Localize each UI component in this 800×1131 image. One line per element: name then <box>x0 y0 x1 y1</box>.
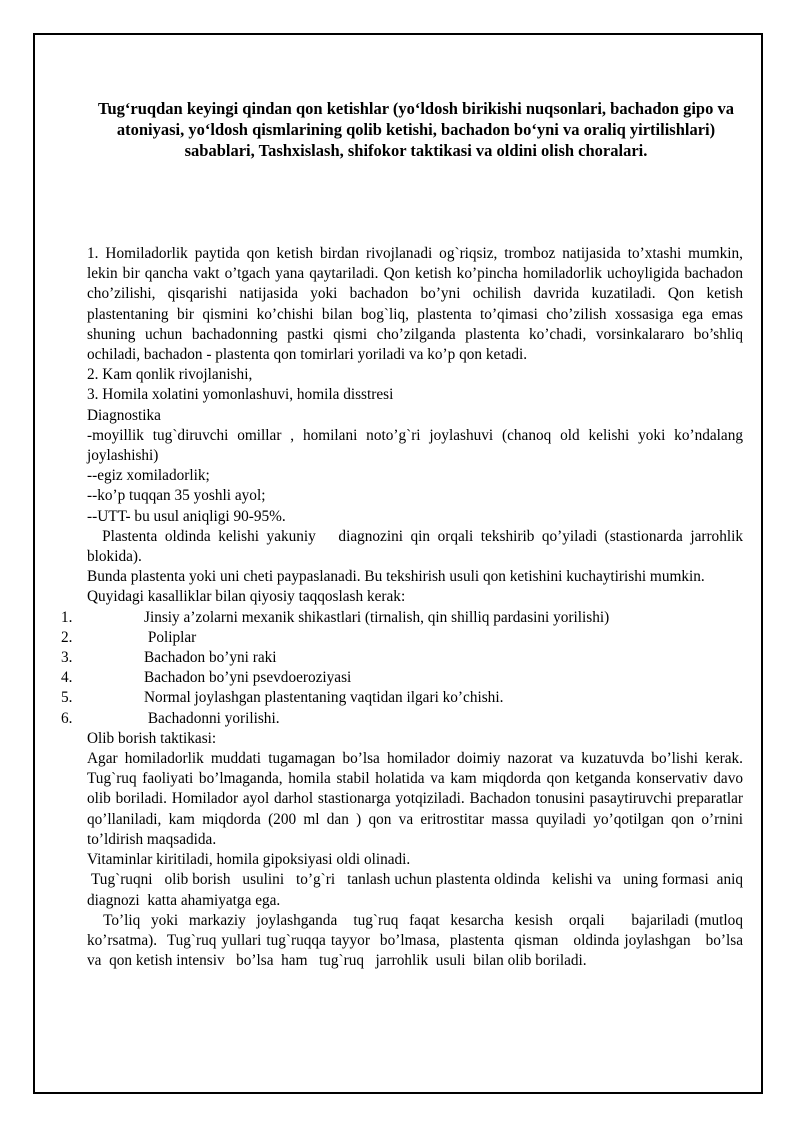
list-item-number: 4. <box>61 669 73 687</box>
list-item <box>61 648 743 668</box>
list-item-text: Jinsiy a’zolarni mexanik shikastlari (tirnalish, qin shilliq pardasini yorilishi) <box>144 608 610 626</box>
list-item-text: Bachadon bo’yni raki <box>144 649 277 667</box>
document-body <box>61 244 755 971</box>
symptom-item-2: 2. Kam qonlik rivojlanishi, <box>87 366 253 384</box>
symptom-item-3: 3. Homila xolatini yomonlashuvi, homila disstresi <box>87 386 394 404</box>
list-item-number: 3. <box>61 649 73 667</box>
list-item <box>61 709 743 729</box>
tactics-paragraph-1: Agar homiladorlik muddati tugamagan bo’lsa homilador doimiy nazorat va kuzatuvda bo’lishi kerak. Tug`ruq faoliyati bo’lmaganda, homila stabil holatida va kam miqdorda qon ketganda konservativ davo olib boriladi. Homilador ayol darhol stastionarga yotqiziladi. Bachadon tonusini pasaytiruvchi preparatlar qo’llaniladi, kam miqdorda (200 ml dan ) qon va eritrostitar massa quyiladi yo’qotilgan qon o’rnini to’ldirish maqsadida. <box>87 750 743 848</box>
list-item <box>61 628 743 648</box>
list-item-text: Bachadon bo’yni psevdoeroziyasi <box>144 669 352 687</box>
tactics-paragraph-2: Vitaminlar kiritiladi, homila gipoksiyasi oldi olinadi. <box>87 851 411 869</box>
palpation-text: Bunda plastenta yoki uni cheti paypaslanadi. Bu tekshirish usuli qon ketishini kuchaytirishi mumkin. <box>87 568 705 586</box>
utt-text: --UTT- bu usul aniqligi 90-95%. <box>87 507 286 525</box>
age-text: --ko’p tuqqan 35 yoshli ayol; <box>87 487 266 505</box>
diagnostika-heading: Diagnostika <box>87 406 161 424</box>
list-item-text: Bachadonni yorilishi. <box>144 709 280 727</box>
list-item-number: 1. <box>61 608 73 626</box>
tactics-heading: Olib borish taktikasi: <box>87 729 217 747</box>
list-item-number: 2. <box>61 628 73 646</box>
risk-factors-text: -moyillik tug`diruvchi omillar , homilani noto’g`ri joylashuvi (chanoq old kelishi yoki ko’ndalang joylashishi) <box>87 426 743 465</box>
twins-text: --egiz xomiladorlik; <box>87 467 210 485</box>
list-item-text: Poliplar <box>144 628 197 646</box>
tactics-paragraph-3: Tug`ruqni olib borish usulini to’g`ri tanlash uchun plastenta oldinda kelishi va uning formasi aniq diagnozi katta ahamiyatga ega. <box>87 871 751 909</box>
list-item-number: 5. <box>61 689 73 707</box>
list-item <box>61 608 743 628</box>
differential-list <box>61 608 743 729</box>
list-item-text: Normal joylashgan plastentaning vaqtidan ilgari ko’chishi. <box>144 689 504 707</box>
list-item-number: 6. <box>61 709 73 727</box>
paragraph-bleeding-description: 1. Homiladorlik paytida qon ketish birdan rivojlanadi og`riqsiz, tromboz natijasida to’xtashi mumkin, lekin bir qancha vakt o’tgach yana qaytariladi. Qon ketish ko’pincha homiladorlik uchoyligida bachadon cho’zilishi, qisqarishi natijasida yoki bachadon bo’yni ochilish davrida kuzatiladi. Qon ketish plastentaning bir qismini ko’chishi bilan bog`liq, plastenta to’qimasi cho’zilish xossasiga ega emas shuning uchun bachadonning pastki qismi cho’zilganda plastenta ko’chadi, vorsinkalararo bo’shliq ochiladi, bachadon - plastenta qon tomirlari yoriladi va ko’p qon ketadi. <box>87 245 743 364</box>
document-title: Tug‘ruqdan keyingi qindan qon ketishlar (yo‘ldosh birikishi nuqsonlari, bachadon gipo va atoniyasi, yo‘ldosh qismlarining qolib ketishi, bachadon bo‘yni va oraliq yirtilishlari) sabablari, Tashxislash, shifokor taktikasi va oldini olish choralari. <box>98 99 734 160</box>
differential-intro: Quyidagi kasalliklar bilan qiyosiy taqqoslash kerak: <box>87 588 406 606</box>
list-item <box>61 668 743 688</box>
final-diagnosis-text: Plastenta oldinda kelishi yakuniy diagnozini qin orqali tekshirib qo’yiladi (stastionarda jarrohlik blokida). <box>87 527 747 566</box>
list-item <box>61 688 743 708</box>
tactics-paragraph-4: To’liq yoki markaziy joylashganda tug`ruq faqat kesarcha kesish orqali bajariladi (mutloq ko’rsatma). Tug`ruq yullari tug`ruqqa tayyor bo’lmasa, plastenta qisman oldinda joylashgan bo’lsa va qon ketish intensiv bo’lsa ham tug`ruq jarrohlik usuli bilan olib boriladi. <box>87 911 755 970</box>
